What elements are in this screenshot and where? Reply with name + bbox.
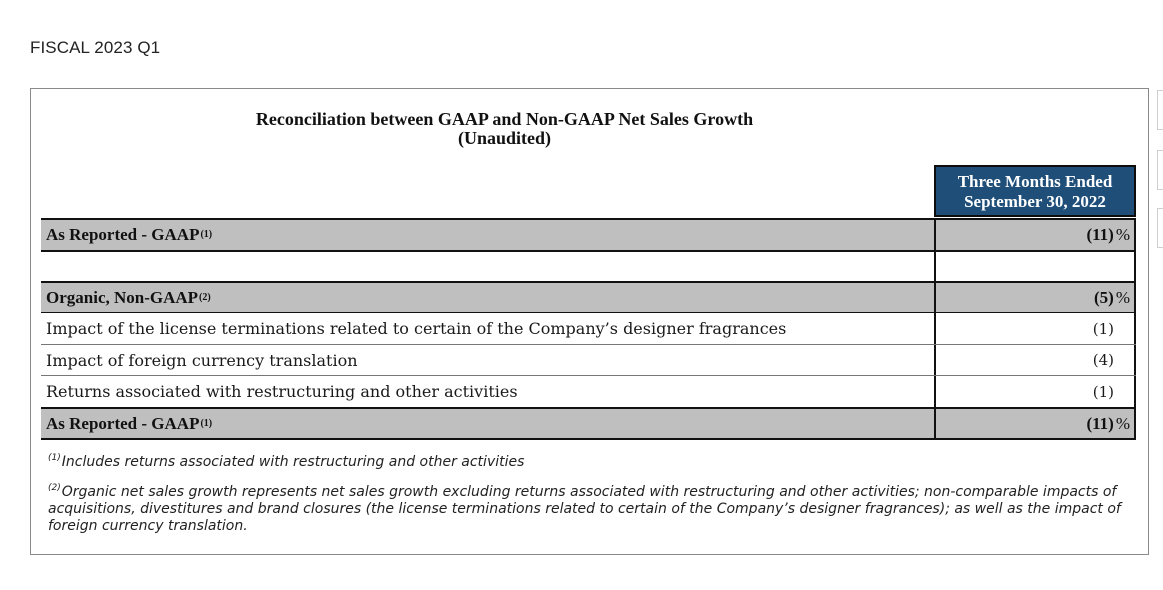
row-value-text: (1) [1092, 382, 1114, 401]
row-value-text: (5) [1094, 287, 1114, 307]
row-label-text: As Reported - GAAP [46, 413, 200, 433]
row-label: As Reported - GAAP (1) [41, 220, 934, 250]
row-label [41, 376, 934, 407]
table-title-block [30, 110, 1149, 148]
footnote-1 [48, 453, 1138, 471]
footnote-2 [48, 484, 1138, 535]
row-value-text: (11) [1086, 225, 1114, 244]
footnote-1-marker: (1) [48, 453, 61, 464]
row-value-text: (1) [1092, 319, 1114, 338]
row-value [934, 252, 1136, 281]
row-value [934, 409, 1136, 438]
period-column-header [934, 165, 1136, 217]
table-row-license-terminations [41, 313, 1136, 345]
row-label-text: Returns associated with restructuring and other activities [46, 382, 518, 401]
percent-unit: % [1115, 287, 1130, 307]
row-value [934, 283, 1136, 312]
table-row-organic-non-gaap [41, 281, 1136, 313]
row-label: Organic, Non-GAAP (2) [41, 283, 934, 312]
row-label-text: Impact of foreign currency translation [46, 350, 358, 370]
row-value [934, 376, 1136, 407]
page-heading: FISCAL 2023 Q1 [30, 38, 161, 57]
row-value [934, 313, 1136, 344]
table-row-as-reported-gaap [41, 218, 1136, 251]
edge-box [1157, 90, 1163, 130]
row-label-text: Organic, Non-GAAP [46, 287, 199, 307]
row-label-text: As Reported - GAAP [46, 225, 200, 244]
footnote-1-text: Includes returns associated with restructuring and other activities [61, 454, 525, 470]
percent-unit: % [1115, 413, 1130, 433]
table-row-restructuring-returns [41, 376, 1136, 407]
row-label [41, 252, 934, 281]
row-label-text: Impact of the license terminations related to certain of the Company’s designer fragrances [46, 319, 787, 338]
table-row-as-reported-gaap-total [41, 407, 1136, 440]
row-value [934, 345, 1136, 375]
table-title: Reconciliation between GAAP and Non-GAAP Net Sales Growth [255, 109, 754, 129]
period-header-line2: September 30, 2022 [964, 192, 1106, 211]
edge-box [1157, 208, 1163, 248]
footnotes [48, 453, 1138, 535]
row-label: As Reported - GAAP (1) [41, 409, 934, 438]
table-row-spacer [41, 251, 1136, 281]
row-label [41, 345, 934, 375]
table-row-foreign-currency [41, 345, 1136, 376]
percent-unit: % [1115, 225, 1130, 244]
footnote-2-marker: (2) [48, 483, 61, 494]
table-subtitle: (Unaudited) [457, 128, 551, 148]
row-value-text: (4) [1092, 351, 1114, 369]
row-value [934, 220, 1136, 250]
row-value-text: (11) [1086, 413, 1114, 433]
row-label [41, 313, 934, 344]
edge-box [1157, 150, 1163, 190]
footnote-2-text: Organic net sales growth represents net sales growth excluding returns associated with restructuring and other activities; non-comparable impacts of acquisitions, divestitures and brand closures (the license terminations related to certain of the Company’s designer fragrances); as well as the impact of foreign currency translation. [48, 484, 1121, 534]
period-header-line1: Three Months Ended [957, 172, 1113, 191]
